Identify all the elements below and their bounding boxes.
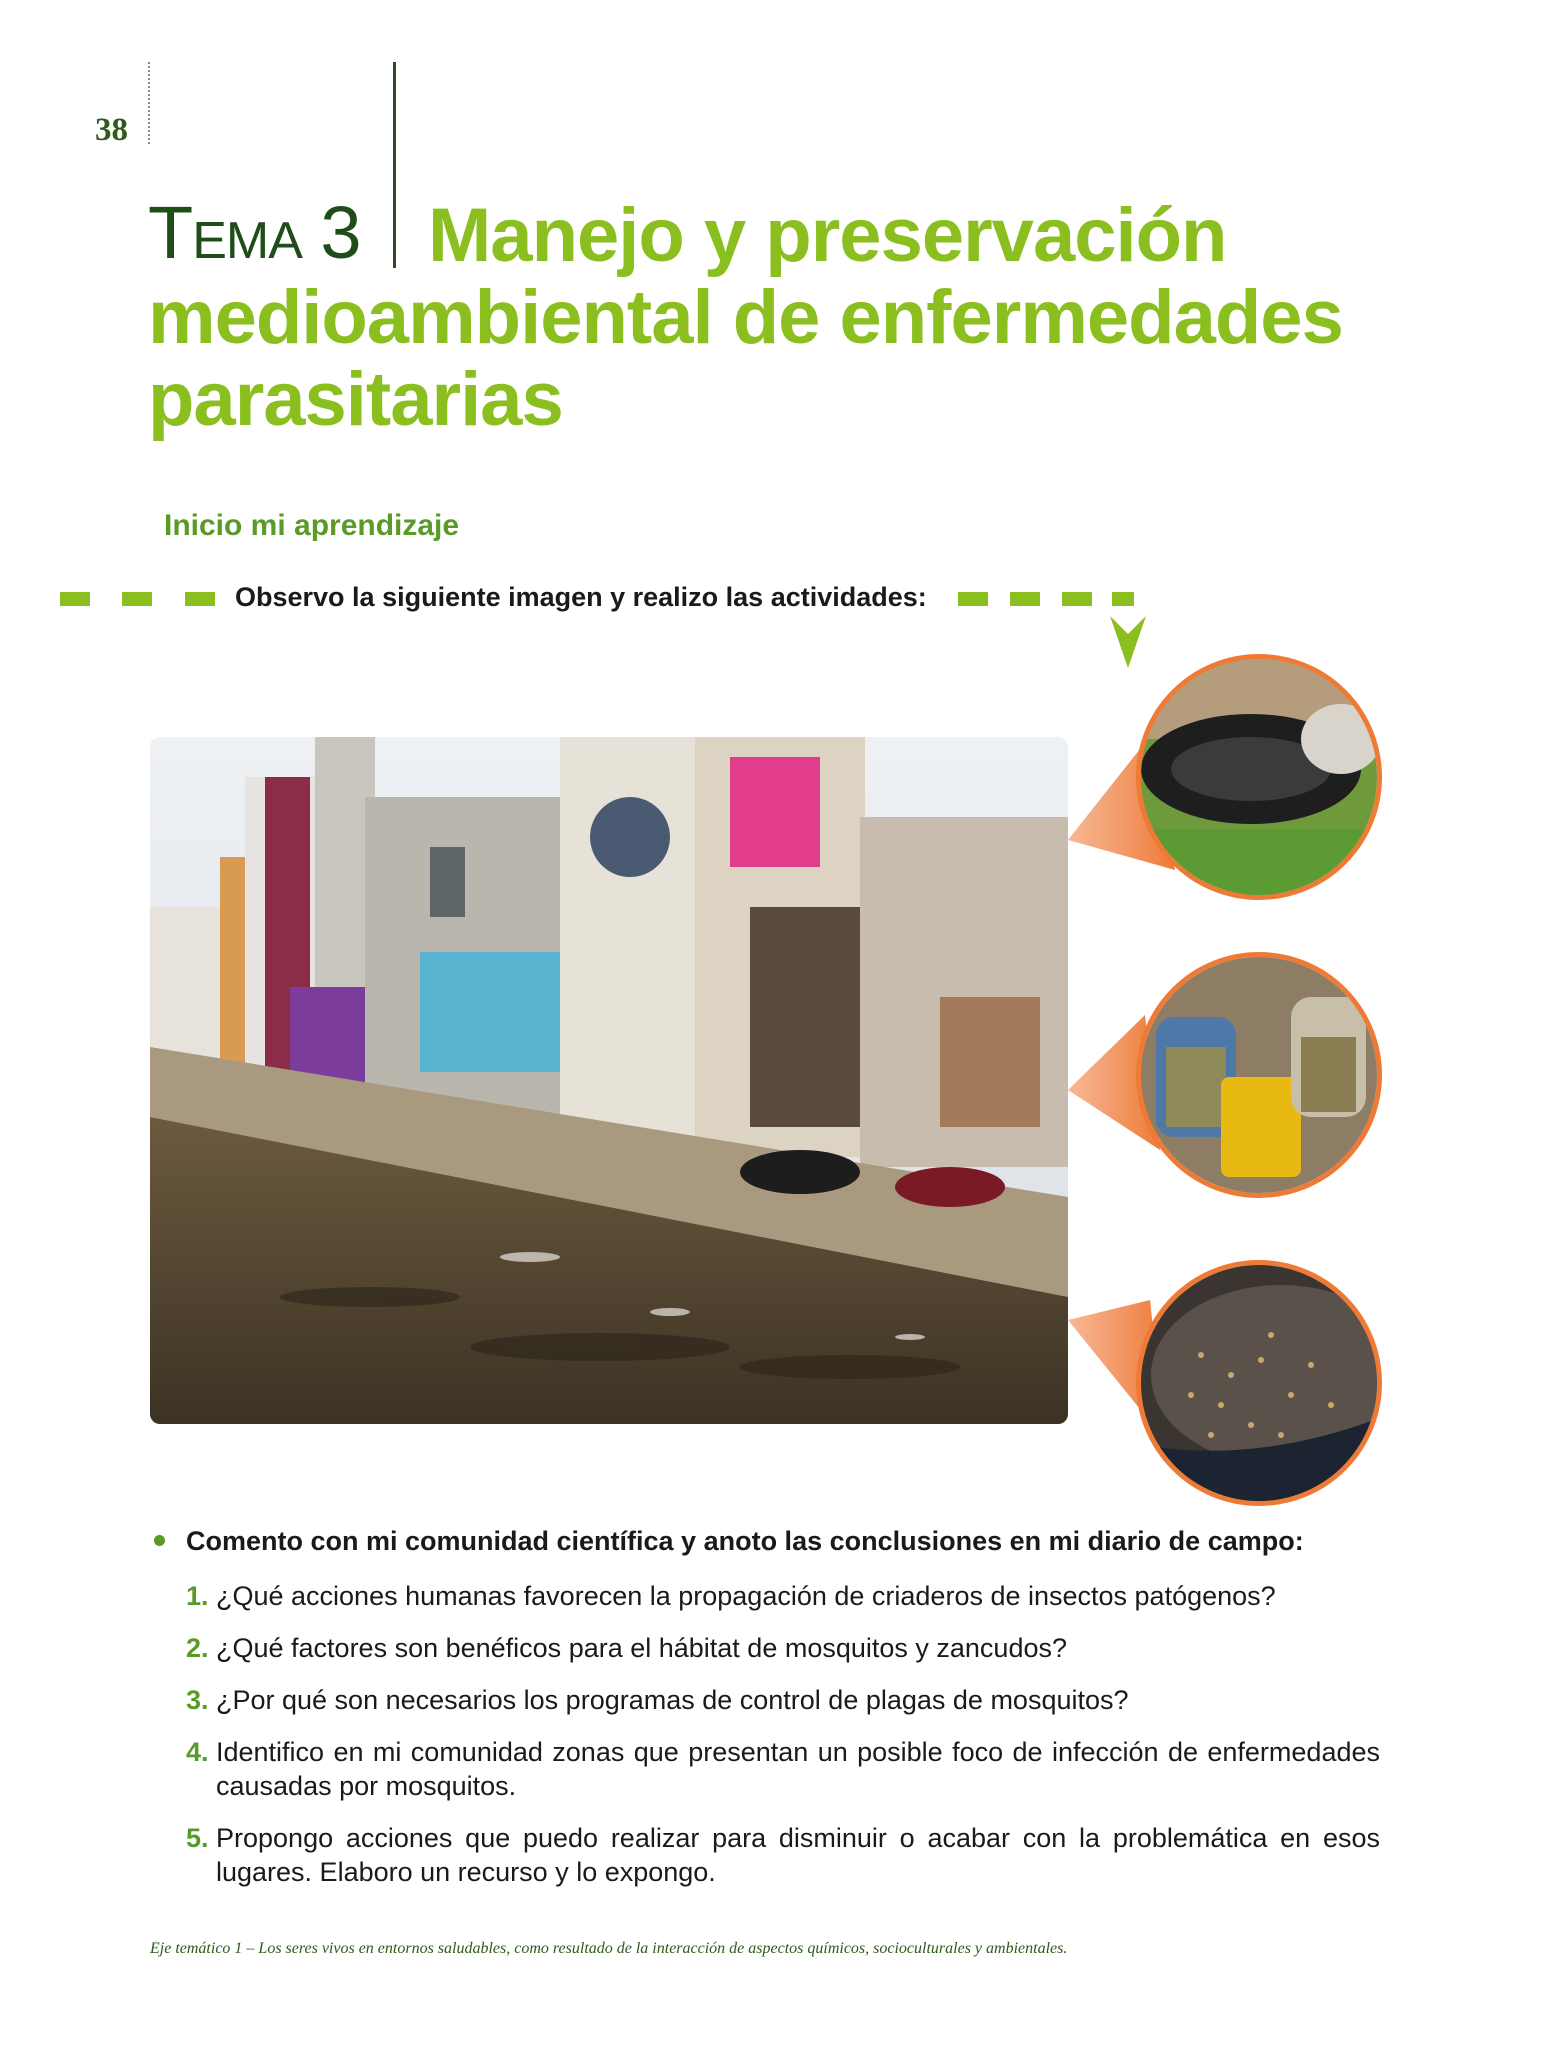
bullet-icon (154, 1535, 165, 1546)
activity-lead-text: Comento con mi comunidad científica y anoto las conclusiones en mi diario de campo: (186, 1526, 1304, 1556)
page-number: 38 (95, 112, 128, 148)
title-line-3: parasitarias (148, 357, 563, 442)
question-number: 2. (186, 1633, 209, 1663)
instruction-row (0, 580, 1564, 620)
question-text: Propongo acciones que puedo realizar para disminuir o acabar con la problemática en esos lugares. Elaboro un recurso y lo expongo. (216, 1823, 1380, 1887)
dash-decoration (1010, 592, 1040, 606)
list-item (186, 1821, 1380, 1889)
dotted-divider (148, 62, 150, 144)
dash-decoration (958, 592, 988, 606)
page-title (148, 195, 1448, 441)
section-subtitle: Inicio mi aprendizaje (164, 509, 460, 542)
list-item (186, 1683, 1380, 1717)
title-line-1: Manejo y preservación (428, 193, 1227, 278)
instruction-text: Observo la siguiente imagen y realizo las actividades: (235, 582, 927, 612)
mosquito-larvae-photo (1136, 1260, 1382, 1506)
topic-rest: EMA (192, 212, 302, 270)
question-text: ¿Qué acciones humanas favorecen la propagación de criaderos de insectos patógenos? (216, 1581, 1276, 1611)
list-item (186, 1631, 1380, 1665)
topic-number: 3 (320, 191, 361, 274)
containers-water-photo (1136, 952, 1382, 1198)
activity-lead (150, 1526, 1380, 1557)
footer-text: Eje temático 1 – Los seres vivos en entornos saludables, como resultado de la interacción de aspectos químicos, socioculturales y ambientales. (150, 1940, 1068, 1957)
title-line-2: medioambiental de enfermedades (148, 275, 1343, 360)
arrow-down-icon (1106, 612, 1150, 672)
topic-first-letter: T (148, 191, 193, 274)
question-text: ¿Por qué son necesarios los programas de control de plagas de mosquitos? (216, 1685, 1129, 1715)
question-number: 4. (186, 1737, 209, 1767)
dash-decoration (1062, 592, 1092, 606)
dash-decoration (122, 592, 152, 606)
question-list (150, 1579, 1380, 1889)
question-number: 3. (186, 1685, 209, 1715)
dash-decoration (185, 592, 215, 606)
question-number: 5. (186, 1823, 209, 1853)
list-item (186, 1579, 1380, 1613)
dash-decoration (1112, 592, 1134, 606)
question-number: 1. (186, 1581, 209, 1611)
dash-decoration (60, 592, 90, 606)
question-text: ¿Qué factores son benéficos para el hábitat de mosquitos y zancudos? (216, 1633, 1068, 1663)
activity-section (150, 1526, 1380, 1907)
list-item (186, 1735, 1380, 1803)
canal-photo (150, 737, 1068, 1424)
question-text: Identifico en mi comunidad zonas que presentan un posible foco de infección de enfermedades causadas por mosquitos. (216, 1737, 1380, 1801)
tire-water-photo (1136, 654, 1382, 900)
